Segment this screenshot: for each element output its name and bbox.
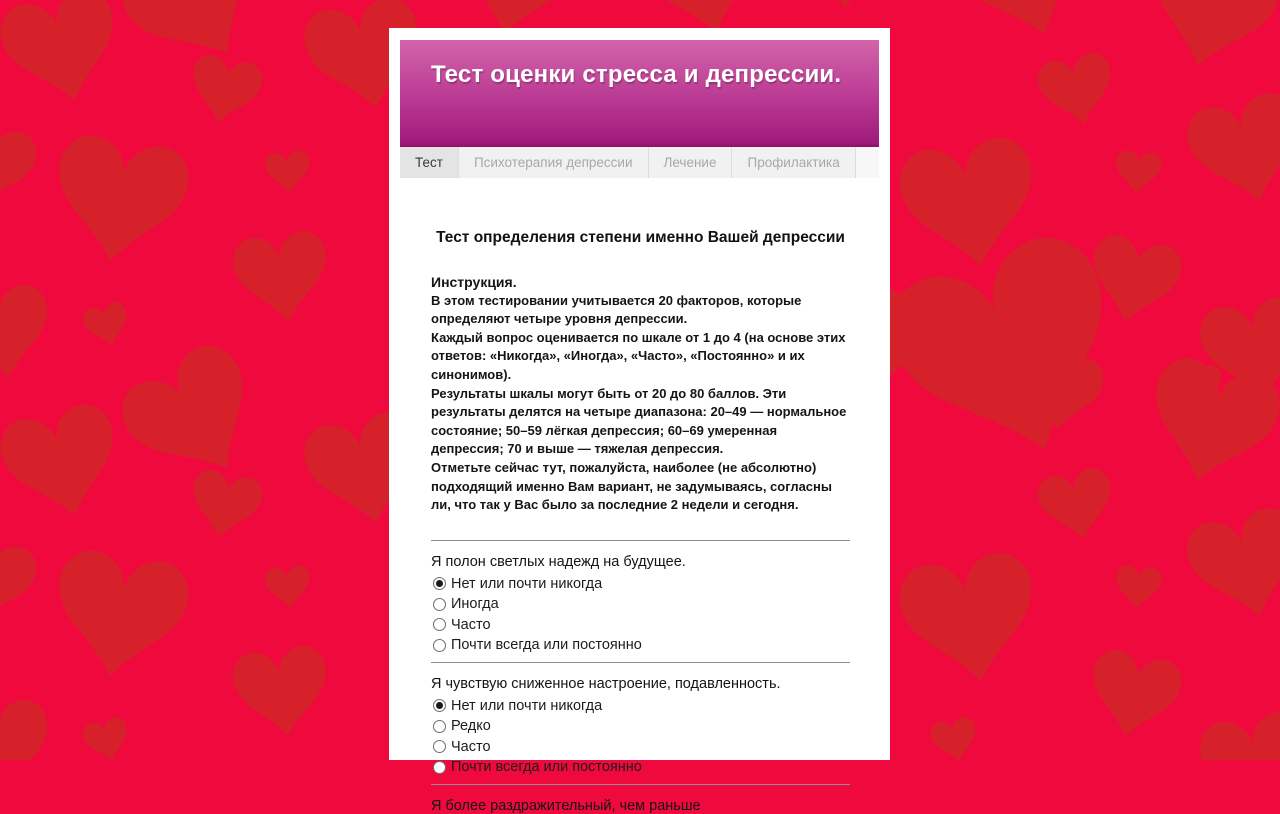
radio-option-label: Редко	[451, 718, 491, 735]
instruction-paragraph: Результаты шкалы могут быть от 20 до 80 баллов. Эти результаты делятся на четыре диапазона: 20–49 — нормальное состояние; 50–59 лёгкая депрессия; 60–69 умеренная депрессия; 70 и выше — тяжелая депрессия.	[431, 385, 847, 457]
question-divider	[431, 784, 850, 785]
radio-button[interactable]	[433, 740, 446, 753]
question-text: Я полон светлых надежд на будущее.	[431, 553, 686, 570]
questions-list	[431, 540, 850, 814]
radio-option-label: Нет или почти никогда	[451, 575, 603, 592]
question-divider	[431, 540, 850, 541]
question-divider	[431, 662, 850, 663]
radio-button[interactable]	[433, 761, 446, 774]
site-title: Тест оценки стресса и депрессии.	[431, 61, 842, 88]
radio-option-label: Иногда	[451, 596, 499, 613]
radio-option[interactable]	[431, 594, 850, 615]
question-options	[431, 574, 850, 656]
radio-option[interactable]	[431, 757, 850, 778]
nav-tab-psychotherapy[interactable]: Психотерапия депрессии	[459, 147, 649, 178]
radio-option-label: Почти всегда или постоянно	[451, 759, 642, 776]
radio-option-label: Часто	[451, 616, 491, 633]
radio-button[interactable]	[433, 639, 446, 652]
main-content	[389, 178, 890, 814]
instruction-paragraph: Отметьте сейчас тут, пожалуйста, наиболее (не абсолютно) подходящий именно Вам вариант, не задумываясь, согласны ли, что так у Вас было за последние 2 недели и сегодня.	[431, 459, 832, 513]
instruction-paragraph: Каждый вопрос оценивается по шкале от 1 до 4 (на основе этих ответов: «Никогда», «Иногда», «Часто», «Постоянно» и их синонимов).	[431, 329, 846, 382]
page-card	[389, 28, 890, 814]
radio-button[interactable]	[433, 699, 446, 712]
radio-option[interactable]	[431, 737, 850, 758]
page-title: Тест определения степени именно Вашей депрессии	[436, 229, 845, 246]
instruction-block	[431, 273, 850, 515]
radio-option-label: Часто	[451, 738, 491, 755]
nav-tab-test[interactable]: Тест	[400, 147, 459, 178]
radio-button[interactable]	[433, 618, 446, 631]
question-text: Я чувствую сниженное настроение, подавленность.	[431, 675, 781, 692]
nav-tabs	[400, 147, 879, 178]
radio-option[interactable]	[431, 574, 850, 595]
radio-button[interactable]	[433, 577, 446, 590]
nav-tab-treatment[interactable]: Лечение	[649, 147, 733, 178]
question-options	[431, 696, 850, 778]
radio-option[interactable]	[431, 696, 850, 717]
nav-tab-prevention[interactable]: Профилактика	[732, 147, 855, 178]
instruction-title: Инструкция.	[431, 274, 517, 290]
radio-option-label: Почти всегда или постоянно	[451, 637, 642, 654]
radio-button[interactable]	[433, 598, 446, 611]
radio-button[interactable]	[433, 720, 446, 733]
site-header-banner	[400, 40, 879, 147]
instruction-paragraph: В этом тестировании учитывается 20 факторов, которые определяют четыре уровня депрессии.	[431, 292, 802, 327]
radio-option-label: Нет или почти никогда	[451, 697, 603, 714]
question-text: Я более раздражительный, чем раньше	[431, 797, 701, 814]
radio-option[interactable]	[431, 615, 850, 636]
radio-option[interactable]	[431, 716, 850, 737]
instruction-paragraphs	[431, 292, 850, 515]
radio-option[interactable]	[431, 635, 850, 656]
